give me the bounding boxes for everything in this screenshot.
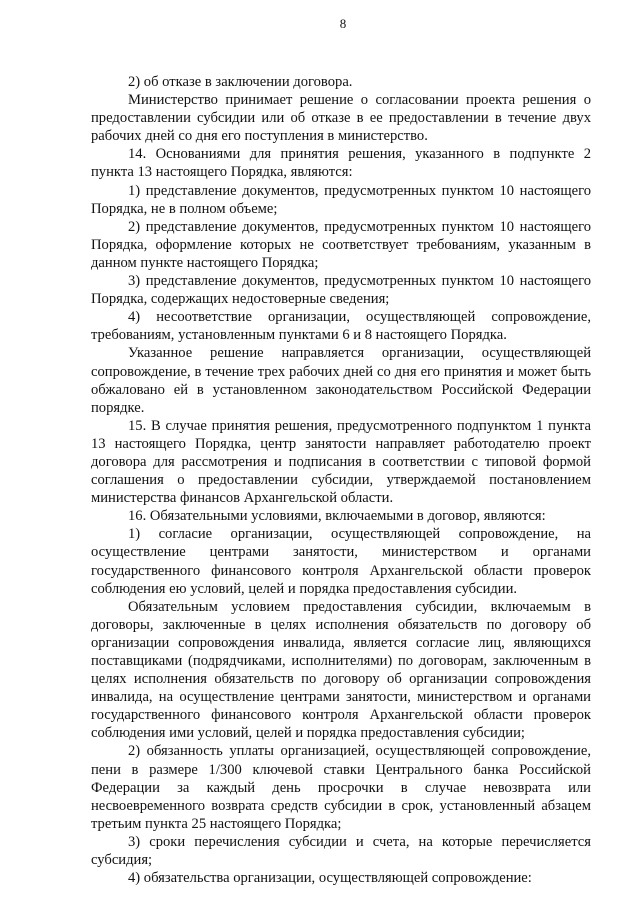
paragraph-clause-14-item-4: 4) несоответствие организации, осуществляющей сопровождение, требованиям, установленным пунктами 6 и 8 настоящего Порядка.	[91, 309, 591, 344]
paragraph-clause-16-item-2: 2) обязанность уплаты организацией, осуществляющей сопровождение, пени в размере 1/300 ключевой ставки Центрального банка Российской Федерации за каждый день просрочки в случае невозврата или несвоевременного возврата средств субсидии в срок, установленный абзацем третьим пункта 25 настоящего Порядка;	[91, 743, 591, 832]
paragraph-refusal-item: 2) об отказе в заключении договора.	[128, 74, 353, 90]
paragraph-clause-14-item-3: 3) представление документов, предусмотренных пунктом 10 настоящего Порядка, содержащих недостоверные сведения;	[91, 273, 591, 308]
paragraph-clause-16-item-1: 1) согласие организации, осуществляющей сопровождение, на осуществление центрами занятости, министерством и органами государственного финансового контроля Архангельской области проверок соблюдения ею условий, целей и порядка предоставления субсидии.	[91, 526, 591, 597]
paragraph-clause-14: 14. Основаниями для принятия решения, указанного в подпункте 2 пункта 13 настоящего Порядка, являются:	[91, 146, 591, 181]
paragraph-mandatory-condition: Обязательным условием предоставления субсидии, включаемым в договоры, заключенные в целях исполнения обязательств по договору об организации сопровождения инвалида, является согласие лиц, являющихся поставщиками (подрядчиками, исполнителями) по договорам, заключенным в целях исполнения обязательств по договору об организации сопровождения инвалида, на осуществление центрами занятости, министерством и органами государственного финансового контроля Архангельской области проверок соблюдения ими условий, целей и порядка предоставления субсидии;	[91, 598, 591, 742]
paragraph-clause-14-item-2: 2) представление документов, предусмотренных пунктом 10 настоящего Порядка, оформление которых не соответствует требованиям, указанным в данном пункте настоящего Порядка;	[91, 218, 591, 271]
paragraph-clause-14-item-1: 1) представление документов, предусмотренных пунктом 10 настоящего Порядка, не в полном объеме;	[91, 182, 591, 217]
paragraph-clause-16: 16. Обязательными условиями, включаемыми в договор, являются:	[128, 508, 546, 525]
paragraph-clause-16-item-4: 4) обязательства организации, осуществляющей сопровождение:	[128, 870, 532, 887]
paragraph-clause-16-item-3: 3) сроки перечисления субсидии и счета, на которые перечисляется субсидия;	[91, 833, 591, 869]
paragraph-clause-15: 15. В случае принятия решения, предусмотренного подпунктом 1 пункта 13 настоящего Порядка, центр занятости направляет работодателю проект договора для рассмотрения и подписания в соответствии с типовой формой соглашения о предоставлении субсидии, утверждаемой постановлением министерства финансов Архангельской области.	[91, 417, 591, 507]
page-number: 8	[339, 16, 347, 31]
paragraph-ministry-decision: Министерство принимает решение о согласовании проекта решения о предоставлении субсидии или об отказе в ее предоставлении в течение двух рабочих дней со дня его поступления в министерство.	[91, 92, 591, 145]
paragraph-decision-notice: Указанное решение направляется организации, осуществляющей сопровождение, в течение трех рабочих дней со дня его принятия и может быть обжаловано ей в установленном законодательством Российской Федерации порядке.	[91, 345, 591, 416]
